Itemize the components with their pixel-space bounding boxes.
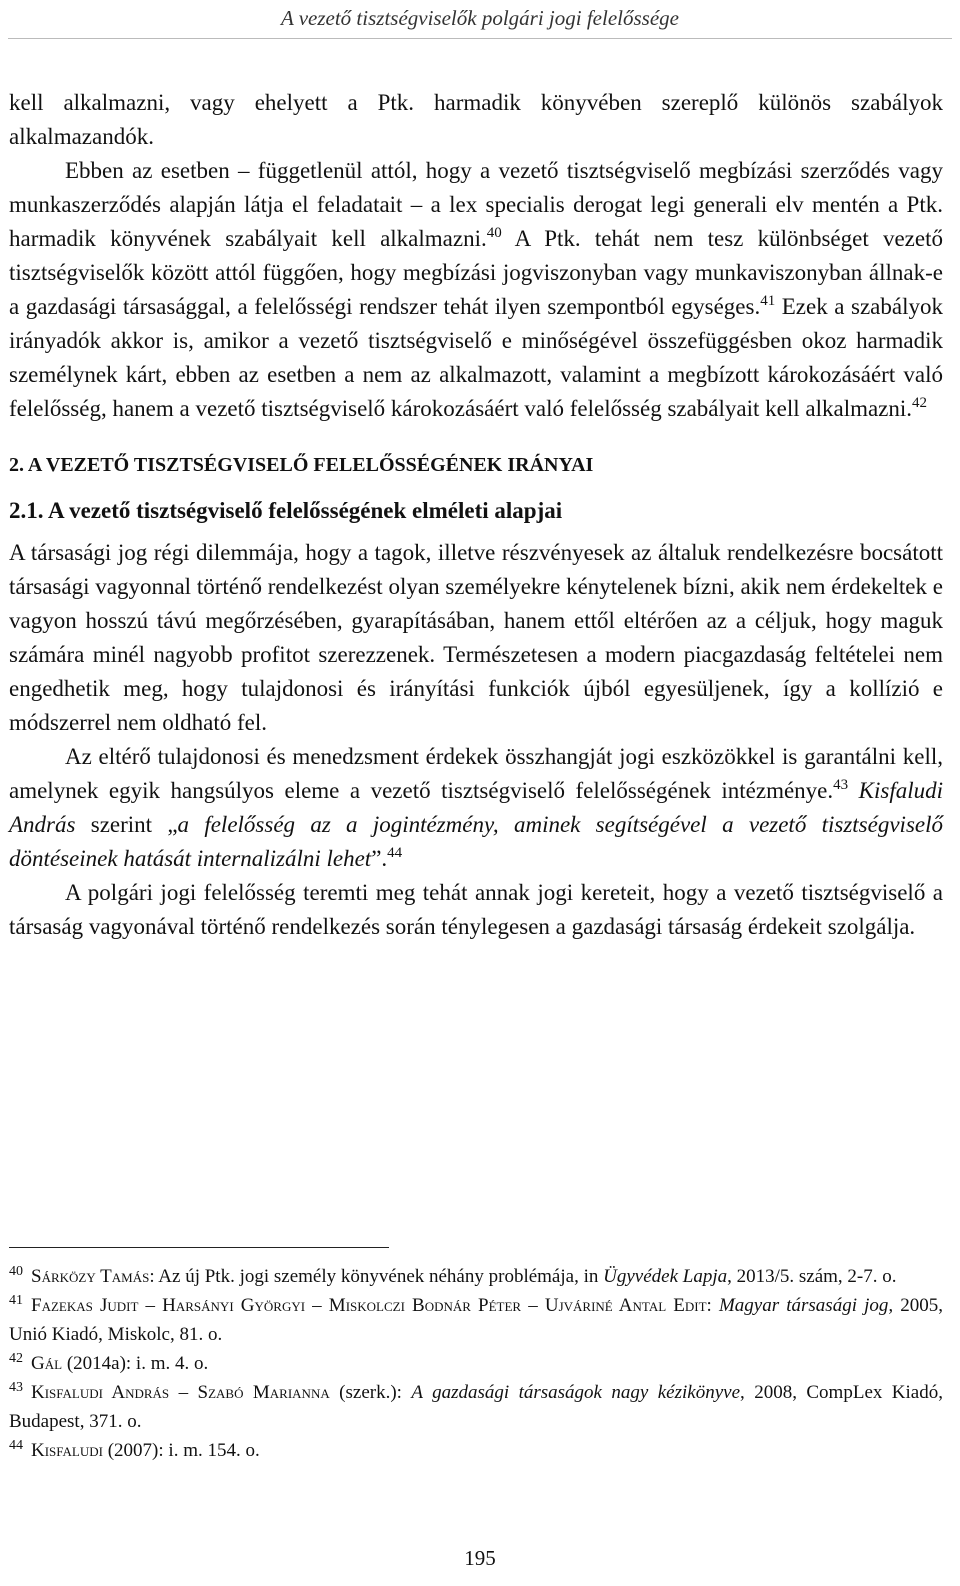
- footnote-text-rest: (2007): i. m. 154. o.: [102, 1440, 260, 1461]
- footnote-text: : Az új Ptk. jogi személy könyvének néhány problémája, in: [149, 1266, 604, 1287]
- body-text: [9, 86, 943, 944]
- footnote-44: [9, 1436, 943, 1465]
- paragraph-2-part-a: Ebben az esetben – függetlenül attól, hogy a vezető tisztségviselő megbízási szerződés vagy munkaszerződés alapján látja el feladatait – a lex specialis derogat legi generali elv mentén a Ptk. harmadik könyvének szabályait kell alkalmazni.: [9, 158, 943, 251]
- footnote-number: 41: [9, 1293, 23, 1308]
- footnote-text-rest: , 2013/5. szám, 2-7. o.: [727, 1266, 897, 1287]
- footnote-number: 43: [9, 1380, 23, 1395]
- footnote-number: 44: [9, 1438, 23, 1453]
- footnote-41: [9, 1291, 943, 1349]
- quotation: a felelősség az a jogintézmény, aminek segítségével a vezető tisztségviselő döntéseinek hatását internalizálni lehet: [9, 812, 943, 871]
- footnote-ref-41[interactable]: 41: [760, 293, 776, 309]
- header-divider: [8, 38, 952, 39]
- paragraph-4-part-a: Az eltérő tulajdonosi és menedzsment érdekek összhangját jogi eszközökkel is garantálni kell, amelynek egyik hangsúlyos eleme a vezető tisztségviselő felelősségének intézménye.: [9, 744, 943, 803]
- footnote-40: [9, 1262, 943, 1291]
- footnote-ref-43[interactable]: 43: [833, 777, 849, 793]
- paragraph-2-part-b: A Ptk. tehát nem tesz különbséget vezető tisztségviselők között attól függően, hogy megbízási jogviszonyban vagy munkaviszonyban állnak-e a gazdasági társasággal, a felelősségi rendszer tehát ilyen szempontból egységes.: [9, 226, 943, 319]
- footnote-text-rest: (2014a): i. m. 4. o.: [62, 1353, 209, 1374]
- paragraph-2: [9, 154, 943, 426]
- footnote-text: (szerk.):: [329, 1382, 412, 1403]
- footnote-42: [9, 1349, 943, 1378]
- subsection-heading: 2.1. A vezető tisztségviselő felelősségének elméleti alapjai: [9, 498, 563, 523]
- footnote-authors: Kisfaludi András – Szabó Marianna: [31, 1382, 330, 1403]
- page-number: 195: [464, 1546, 496, 1570]
- paragraph-1: kell alkalmazni, vagy ehelyett a Ptk. harmadik könyvében szereplő különös szabályok alkalmazandók.: [9, 90, 943, 149]
- footnote-title: A gazdasági társaságok nagy kézikönyve: [411, 1382, 741, 1403]
- footnote-ref-40[interactable]: 40: [486, 225, 502, 241]
- footnote-title: Magyar társasági jog,: [718, 1295, 894, 1316]
- paragraph-4-part-b: szerint „: [75, 812, 178, 837]
- footnote-author: Sárközy Tamás: [31, 1266, 150, 1287]
- footnote-ref-44[interactable]: 44: [387, 845, 403, 861]
- footnote-author: Gál: [31, 1353, 63, 1374]
- footnote-number: 40: [9, 1264, 23, 1279]
- paragraph-5: A polgári jogi felelősség teremti meg tehát annak jogi kereteit, hogy a vezető tisztségviselő a társaság vagyonával történő rendelkezés során ténylegesen a gazdasági társaság érdekeit szolgálja.: [9, 880, 943, 939]
- footnote-separator: :: [706, 1295, 719, 1316]
- footnote-text-rest: , 2008, CompLex Kiadó, Budapest, 371. o.: [9, 1382, 943, 1432]
- footnotes: [9, 1262, 943, 1465]
- footnote-author: Kisfaludi: [31, 1440, 103, 1461]
- section-heading: 2. A VEZETŐ TISZTSÉGVISELŐ FELELŐSSÉGÉNEK IRÁNYAI: [9, 454, 594, 476]
- paragraph-4-part-c: ”.: [371, 846, 388, 871]
- footnote-authors: Fazekas Judit – Harsányi Györgyi – Miskolczi Bodnár Péter – Ujváriné Antal Edit: [31, 1295, 707, 1316]
- footnote-43: [9, 1378, 943, 1436]
- footnote-number: 42: [9, 1351, 23, 1366]
- footnote-divider: [9, 1247, 389, 1248]
- footnote-text-rest: 2005, Unió Kiadó, Miskolc, 81. o.: [9, 1295, 943, 1345]
- footnote-journal: Ügyvédek Lapja: [603, 1266, 728, 1287]
- paragraph-2-part-c: Ezek a szabályok irányadók akkor is, amikor a vezető tisztségviselő e minőségével összefüggésben okoz harmadik személynek kárt, ebben az esetben a nem az alkalmazott, valamint a megbízott károkozásáért való felelősség, hanem a vezető tisztségviselő károkozásáért való felelősség szabályait kell alkalmazni.: [9, 294, 943, 421]
- cited-author: Kisfaludi András: [9, 778, 944, 837]
- paragraph-4: [9, 740, 943, 876]
- footnote-ref-42[interactable]: 42: [912, 395, 928, 411]
- running-header: A vezető tisztségviselők polgári jogi felelőssége: [281, 6, 679, 30]
- paragraph-3: A társasági jog régi dilemmája, hogy a tagok, illetve részvényesek az általuk rendelkezésre bocsátott társasági vagyonnal történő rendelkezést olyan személyekre kénytelenek bízni, akik nem érdekeltek e vagyon hosszú távú megőrzésében, gyarapításában, hanem ettől eltérően az a céljuk, hogy maguk számára minél nagyobb profitot szerezzenek. Természetesen a modern piacgazdaság feltételei nem engedhetik meg, hogy tulajdonosi és irányítási funkciók újból egyesüljenek, így a kollízió e módszerrel nem oldható fel.: [9, 540, 943, 735]
